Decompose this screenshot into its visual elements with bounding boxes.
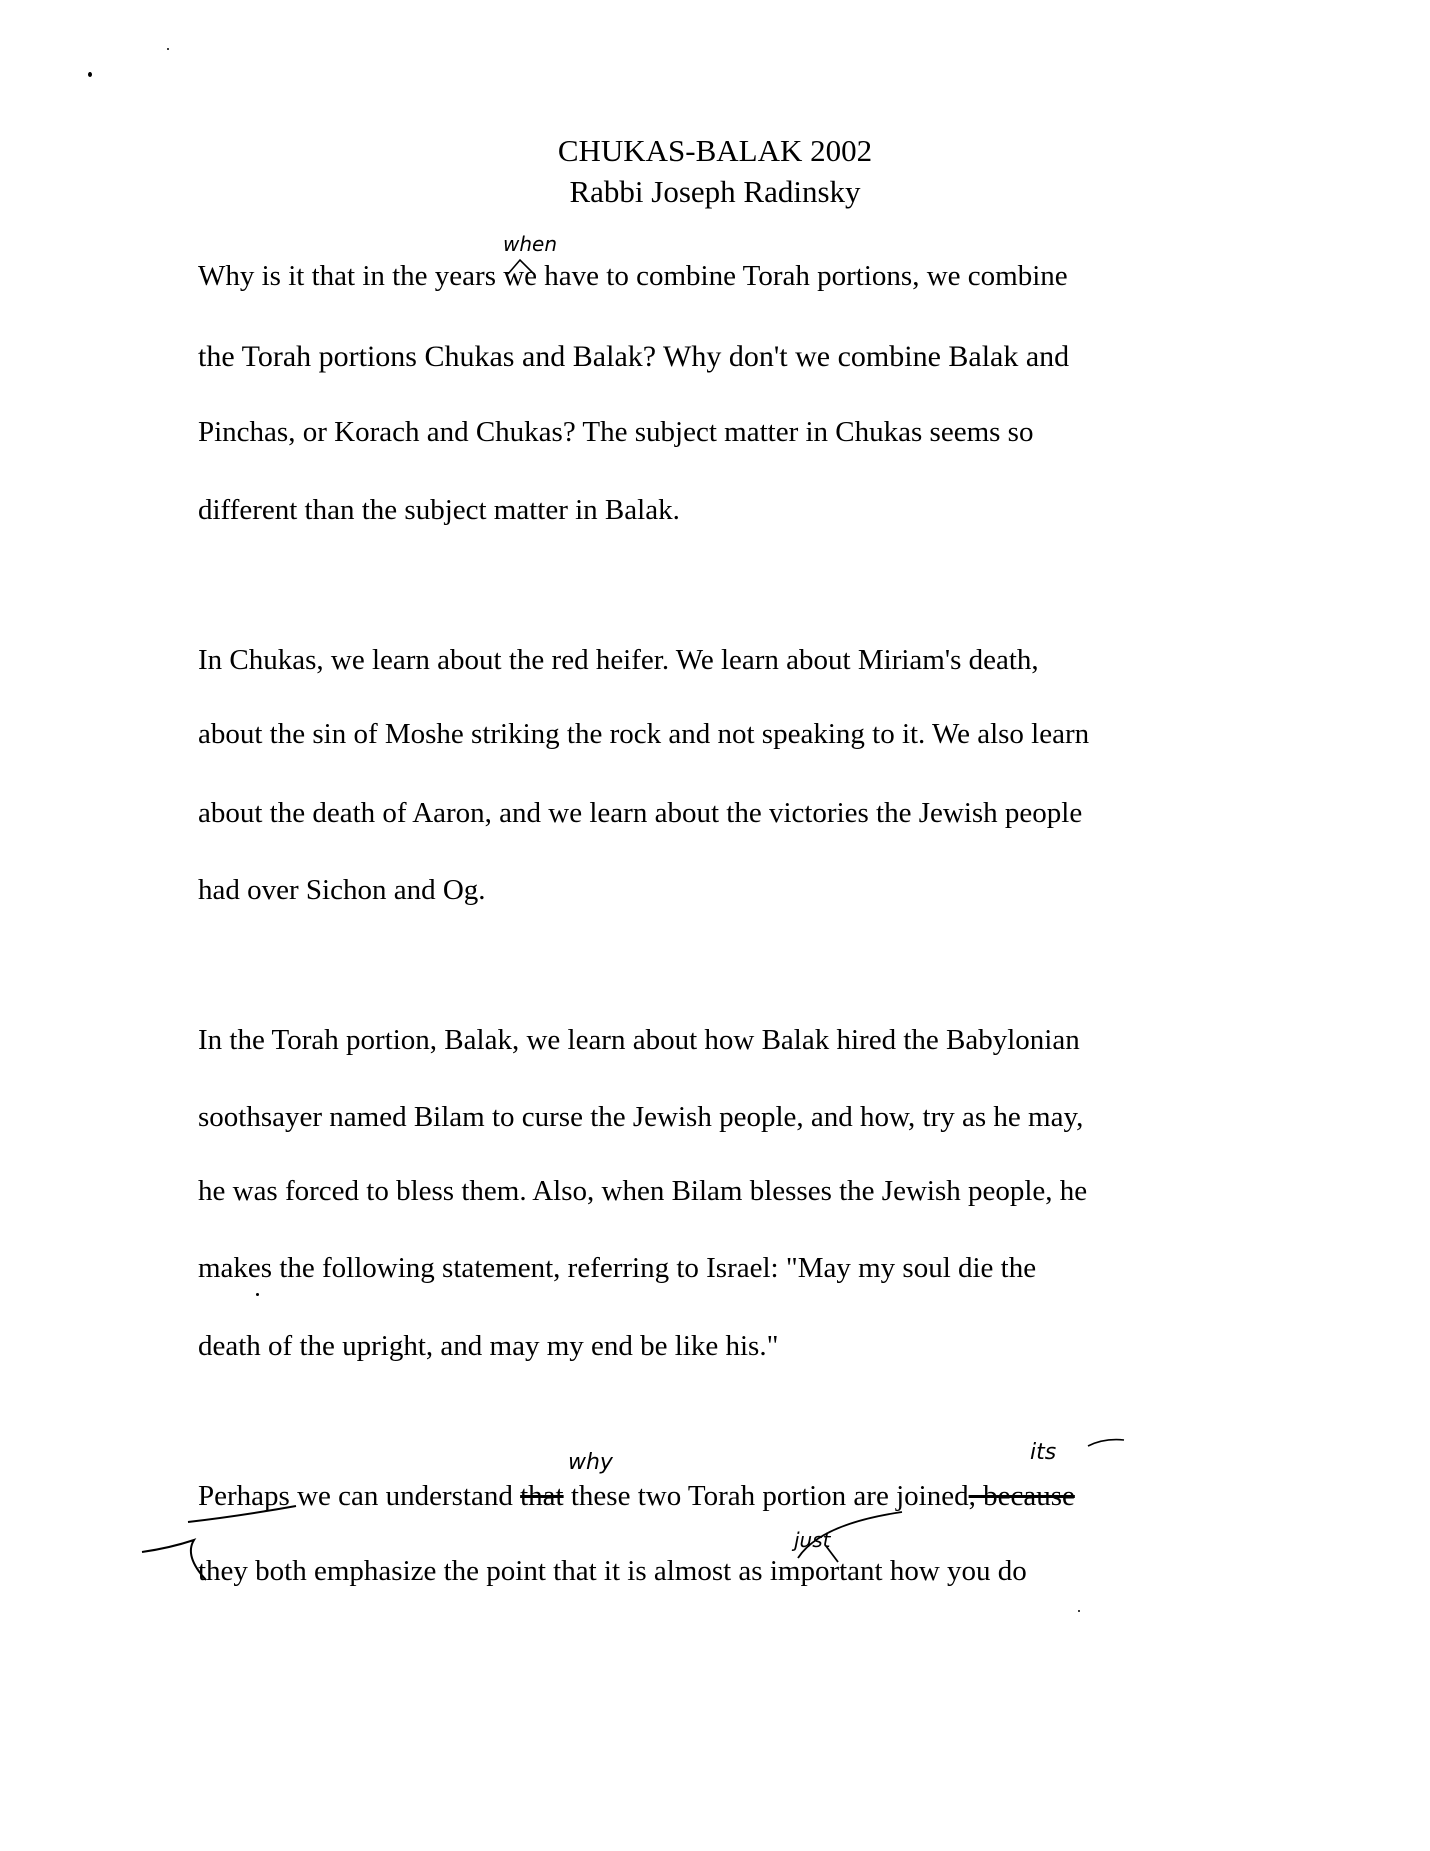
- document-author: Rabbi Joseph Radinsky: [569, 174, 861, 209]
- paragraph-1-line-3: Pinchas, or Korach and Chukas? The subject matter in Chukas seems so: [198, 416, 1034, 448]
- handwritten-insert-its: its: [1030, 1440, 1057, 1465]
- paragraph-4-line-1: [198, 1480, 1075, 1513]
- paragraph-1-line-1: Why is it that in the years we have to combine Torah portions, we combine: [198, 260, 1068, 292]
- insertion-stroke: [1086, 1436, 1126, 1450]
- document-title: CHUKAS-BALAK 2002: [557, 133, 873, 168]
- handwritten-insert-just: just: [794, 1528, 831, 1552]
- paragraph-2-line-3: about the death of Aaron, and we learn about the victories the Jewish people: [198, 797, 1083, 829]
- handwritten-insert-why: why: [568, 1450, 613, 1475]
- scan-speck: [167, 48, 169, 50]
- struck-word-because: , because: [968, 1480, 1075, 1512]
- paragraph-3-line-2: soothsayer named Bilam to curse the Jewish people, and how, try as he may,: [198, 1101, 1084, 1133]
- paragraph-1-line-4: different than the subject matter in Balak.: [198, 494, 680, 526]
- paragraph-1-line-2: the Torah portions Chukas and Balak? Why don't we combine Balak and: [198, 340, 1070, 373]
- caret-mark: [506, 256, 536, 276]
- paragraph-2-line-4: had over Sichon and Og.: [198, 874, 486, 906]
- paragraph-3-line-4: makes the following statement, referring to Israel: "May my soul die the: [198, 1252, 1037, 1284]
- paragraph-2-line-2: about the sin of Moshe striking the rock and not speaking to it. We also learn: [198, 718, 1090, 750]
- struck-word-that: that: [520, 1480, 564, 1512]
- paragraph-4-text-b: these two Torah portion are joined: [563, 1480, 969, 1512]
- paragraph-4-line-2: they both emphasize the point that it is almost as important how you do: [198, 1555, 1027, 1587]
- paragraph-3-line-5: death of the upright, and may my end be like his.": [198, 1330, 779, 1362]
- handwritten-insert-when: when: [503, 232, 558, 256]
- paragraph-3-line-1: In the Torah portion, Balak, we learn about how Balak hired the Babylonian: [198, 1024, 1080, 1056]
- paragraph-4-text-a: Perhaps we can understand: [198, 1480, 521, 1512]
- scan-speck: [1078, 1610, 1080, 1612]
- paragraph-3-line-3: he was forced to bless them. Also, when Bilam blesses the Jewish people, he: [198, 1175, 1088, 1207]
- paragraph-2-line-1: In Chukas, we learn about the red heifer. We learn about Miriam's death,: [198, 644, 1039, 676]
- scan-speck: [256, 1293, 259, 1296]
- scan-speck: [88, 72, 92, 77]
- margin-bracket-mark: [140, 1496, 320, 1586]
- insertion-arc-mark: [790, 1506, 910, 1566]
